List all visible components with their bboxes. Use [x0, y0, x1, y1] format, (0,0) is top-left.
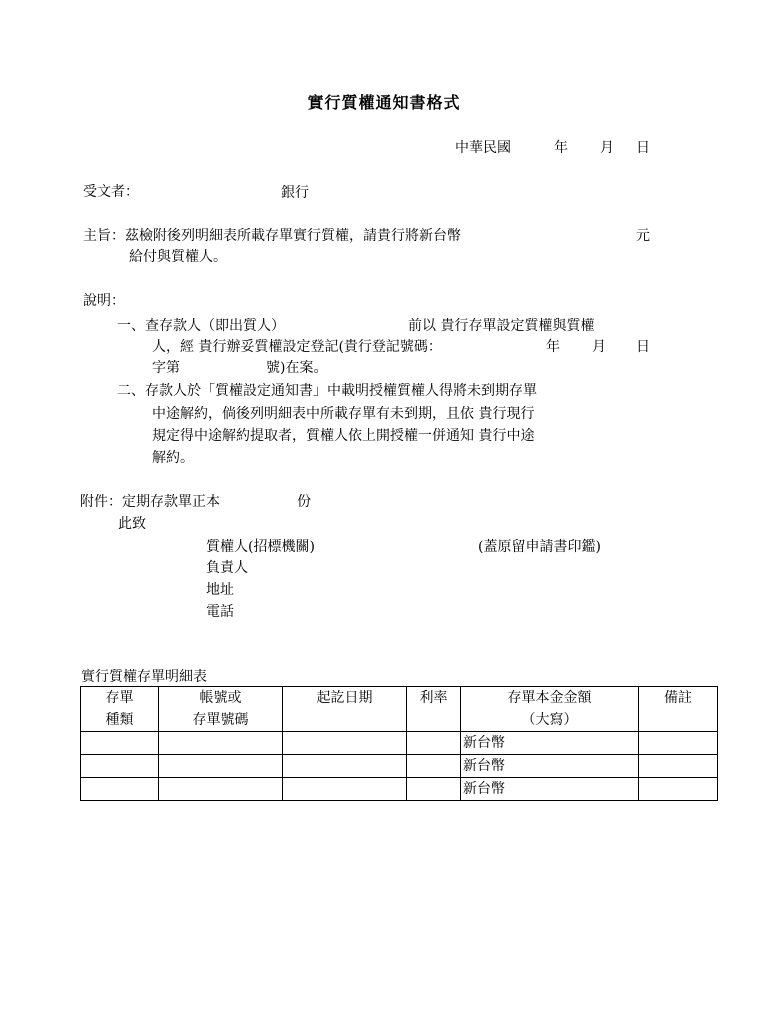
date-year: 年 [554, 140, 568, 156]
seal-note: (蓋原留申請書印鑑) [478, 539, 601, 555]
table-cell [159, 778, 283, 801]
date-prefix: 中華民國 [455, 140, 511, 156]
table-row [81, 778, 718, 801]
table-cell [407, 732, 461, 755]
address-label: 地址 [206, 582, 234, 598]
table-row [81, 732, 718, 755]
table-cell [639, 778, 718, 801]
subject-line2: 給付與質權人。 [129, 249, 227, 265]
date-day: 日 [636, 140, 650, 156]
header-line: 帳號或 [199, 690, 242, 706]
header-line: （大寫） [521, 712, 578, 728]
item1-line3a: 字第 [152, 360, 180, 376]
table-cell [639, 732, 718, 755]
item1-line3b: 號)在案。 [266, 360, 328, 376]
header-line: 備註 [664, 690, 692, 706]
subject-unit: 元 [636, 228, 650, 244]
header-account-number [159, 687, 283, 732]
table-header-row [81, 687, 718, 732]
header-line: 利率 [419, 690, 448, 706]
table-cell [159, 732, 283, 755]
table-cell [283, 755, 407, 778]
date-month: 月 [600, 140, 614, 156]
table-cell: 新台幣 [461, 778, 639, 801]
table-cell [407, 778, 461, 801]
attachment-unit: 份 [297, 494, 311, 510]
item1-line1b: 前以 貴行存單設定質權與質權 [408, 318, 595, 334]
item2-line4: 解約。 [152, 450, 194, 466]
recipient-bank: 銀行 [281, 185, 309, 201]
header-line: 存單號碼 [192, 712, 249, 728]
table-cell [407, 755, 461, 778]
explanation-label: 說明： [83, 293, 125, 309]
item1-line2d: 日 [636, 339, 650, 355]
pledgee-label: 質權人(招標機關) [206, 539, 315, 555]
phone-label: 電話 [206, 604, 234, 620]
header-line: 種類 [105, 712, 134, 728]
responsible-label: 負責人 [206, 560, 248, 576]
header-remarks [639, 687, 718, 732]
item1-line2c: 月 [592, 339, 606, 355]
table-cell [81, 755, 159, 778]
header-line: 存單本金金額 [507, 690, 592, 706]
item1-line1a: 一、查存款人（即出質人） [117, 318, 285, 334]
closing: 此致 [118, 516, 146, 532]
attachment-label: 附件：定期存款單正本 [80, 494, 220, 510]
item1-line2a: 人，經 貴行辦妥質權設定登記(貴行登記號碼： [152, 339, 442, 355]
table-caption: 實行質權存單明細表 [81, 669, 207, 685]
table-cell [159, 755, 283, 778]
header-line: 起訖日期 [316, 690, 373, 706]
table-row [81, 755, 718, 778]
table-cell [283, 732, 407, 755]
header-principal [461, 687, 639, 732]
header-line: 存單 [105, 690, 134, 706]
table-cell [283, 778, 407, 801]
table-cell [639, 755, 718, 778]
deposit-detail-table [80, 686, 718, 801]
table-cell [81, 778, 159, 801]
table-cell [81, 732, 159, 755]
subject-line1: 主旨：茲檢附後列明細表所載存單實行質權，請貴行將新台幣 [83, 228, 461, 244]
item2-line3: 規定得中途解約提取者，質權人依上開授權一併通知 貴行中途 [152, 428, 535, 444]
header-period [283, 687, 407, 732]
recipient-label: 受文者： [83, 184, 139, 200]
header-rate [407, 687, 461, 732]
table-cell: 新台幣 [461, 732, 639, 755]
item2-line1: 二、存款人於「質權設定通知書」中載明授權質權人得將未到期存單 [117, 383, 537, 399]
table-cell: 新台幣 [461, 755, 639, 778]
item2-line2: 中途解約，倘後列明細表中所載存單有未到期，且依 貴行現行 [152, 406, 535, 422]
item1-line2b: 年 [546, 339, 560, 355]
header-deposit-type [81, 687, 159, 732]
page-title: 實行質權通知書格式 [307, 93, 461, 112]
